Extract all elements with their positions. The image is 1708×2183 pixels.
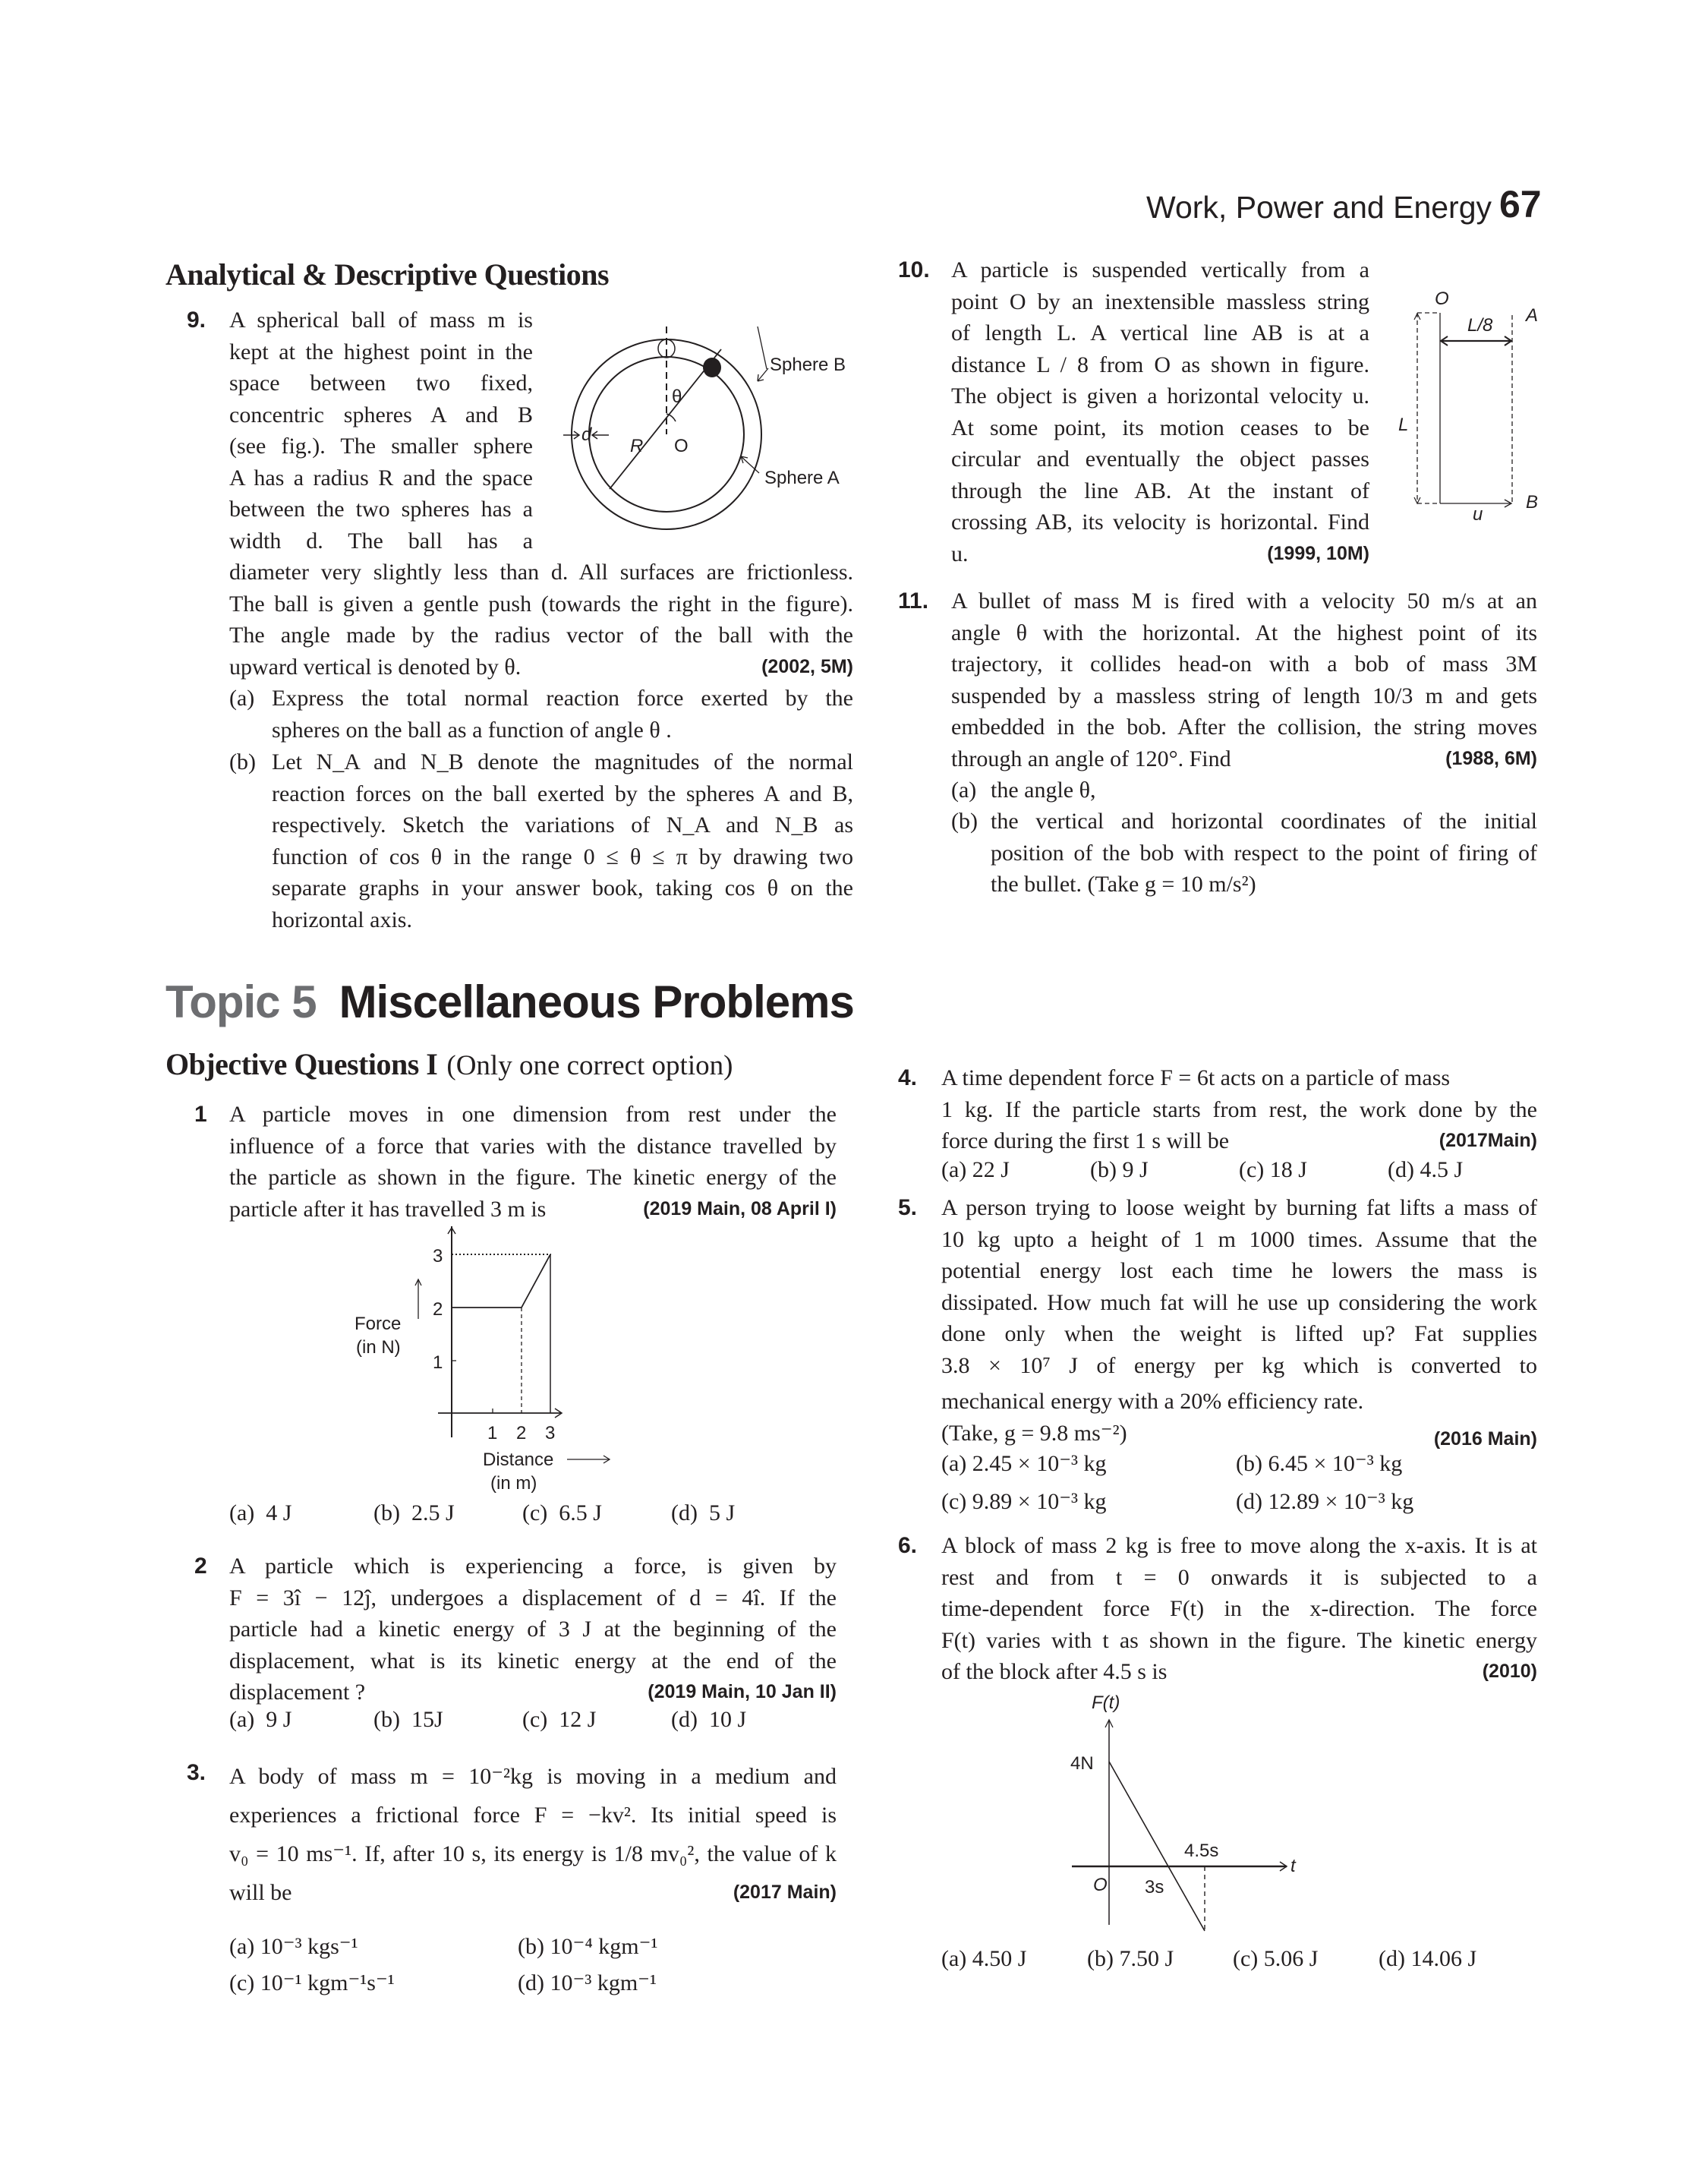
option-c[interactable]: (c) 12 J	[522, 1707, 597, 1732]
option-b[interactable]: (b) 2.5 J	[373, 1500, 455, 1525]
svg-text:O: O	[1435, 289, 1449, 309]
force-distance-graph	[349, 1226, 668, 1500]
question-part-b: (b) the vertical and horizontal coordinates of the initial position of the bob with respect to the point of firing of the bullet. (Take g = 10 m/s²)	[951, 809, 1537, 897]
svg-text:3s: 3s	[1145, 1877, 1164, 1898]
topic-title: Miscellaneous Problems	[339, 976, 854, 1027]
svg-text:1: 1	[433, 1352, 443, 1373]
option-a[interactable]: (a) 2.45 × 10⁻³ kg	[941, 1451, 1107, 1476]
question-reference: (2002, 5M)	[761, 655, 853, 677]
option-d[interactable]: (d) 10⁻³ kgm⁻¹	[518, 1970, 657, 1995]
question-number: 5.	[898, 1195, 918, 1220]
section-heading-objective: Objective Questions I (Only one correct option)	[165, 1047, 733, 1081]
svg-text:4N: 4N	[1070, 1753, 1094, 1774]
question-text: A bullet of mass M is fired with a velocity 50 m/s at an angle θ with the horizontal. At the highest point of its trajectory, it collides head-on with a bob of mass 3M suspended by a massless string of length 10/3 m and gets embedded in the bob. After the collision, the string moves through an angle of 120°. Find (1988, 6M)	[951, 585, 1537, 774]
svg-text:3: 3	[433, 1246, 443, 1267]
option-d[interactable]: (d) 10 J	[671, 1707, 747, 1732]
pendulum-line-figure	[1389, 285, 1556, 528]
options	[229, 1500, 735, 1526]
option-c[interactable]: (c) 10⁻¹ kgm⁻¹s⁻¹	[229, 1970, 395, 1995]
question-text: A time dependent force F = 6t acts on a particle of mass 1 kg. If the particle starts from rest, the work done by the force during the first 1 s will be (2017Main)	[941, 1062, 1537, 1157]
question-text: A particle which is experiencing a force, is given by F = 3î − 12ĵ, undergoes a displacement of d = 4î. If the particle had a kinetic energy of 3 J at the beginning of the displacement, what is its kinetic energy at the end of the displacement ? (2019 Main, 10 Jan II)	[229, 1550, 837, 1708]
question-number: 3.	[187, 1760, 206, 1785]
svg-text:u: u	[1473, 504, 1483, 525]
svg-text:B: B	[1526, 492, 1539, 513]
options	[941, 1946, 1476, 1972]
svg-text:2: 2	[516, 1423, 527, 1443]
svg-text:Sphere A: Sphere A	[764, 468, 840, 488]
option-b[interactable]: (b) 6.45 × 10⁻³ kg	[1236, 1451, 1403, 1476]
svg-text:Sphere B: Sphere B	[770, 355, 846, 375]
question-reference: (2010)	[1482, 1661, 1537, 1682]
question-part-b: (b) Let N_A and N_B denote the magnitudes of the normal reaction forces on the ball exerted by the spheres A and B, respectively. Sketch the variations of N_A and N_B as function of cos θ in the range 0 ≤ θ ≤ π by drawing two separate graphs in your answer book, taking cos θ on the horizontal axis.	[229, 749, 853, 932]
option-d[interactable]: (d) 14.06 J	[1379, 1946, 1477, 1971]
svg-text:(in m): (in m)	[490, 1473, 537, 1494]
question-text: A person trying to loose weight by burning fat lifts a mass of 10 kg upto a height of 1 m 1000 times. Assume that the potential energy lost each time he lowers the mass is dissipated. How much fat will he use up considering the work done only when the weight is lifted up? Fat supplies 3.8 × 10⁷ J of energy per kg which is converted to mechanical energy with a 20% efficiency rate. (Take, g = 9.8 ms⁻²) (2016 Main)	[941, 1192, 1537, 1455]
svg-text:θ: θ	[672, 386, 682, 407]
option-b[interactable]: (b) 15J	[373, 1707, 443, 1732]
svg-text:L: L	[1398, 415, 1409, 435]
svg-text:L/8: L/8	[1467, 315, 1493, 336]
svg-text:F(t): F(t)	[1092, 1692, 1120, 1713]
section-heading-analytical: Analytical & Descriptive Questions	[165, 257, 610, 292]
option-a[interactable]: (a) 22 J	[941, 1157, 1010, 1182]
running-head-title: Work, Power and Energy	[1146, 190, 1492, 225]
svg-text:1: 1	[487, 1423, 498, 1443]
svg-text:O: O	[1093, 1875, 1108, 1895]
svg-text:Force: Force	[355, 1314, 402, 1334]
svg-text:(in N): (in N)	[356, 1337, 401, 1358]
question-reference: (2016 Main)	[1433, 1427, 1537, 1450]
option-a[interactable]: (a) 9 J	[229, 1707, 292, 1732]
option-a[interactable]: (a) 4 J	[229, 1500, 292, 1525]
question-text: A body of mass m = 10⁻²kg is moving in a medium and experiences a frictional force F = −kv². Its initial speed is v₀ = 10 ms⁻¹. If, after 10 s, its energy is 1/8 mv₀², the value of k will be (2017 Main)	[229, 1757, 837, 1912]
options	[941, 1157, 1463, 1183]
concentric-spheres-figure	[547, 327, 865, 554]
question-number: 11.	[898, 588, 929, 614]
svg-text:Distance: Distance	[483, 1450, 554, 1470]
question-reference: (1999, 10M)	[1267, 542, 1369, 564]
question-text: A particle moves in one dimension from rest under the influence of a force that varies with the distance travelled by the particle as shown in the figure. The kinetic energy of the particle after it has travelled 3 m is (2019 Main, 08 April I)	[229, 1099, 837, 1225]
option-b[interactable]: (b) 9 J	[1090, 1157, 1149, 1182]
question-number: 9.	[187, 308, 206, 333]
question-text-continued: diameter very slightly less than d. All surfaces are frictionless. The ball is given a gentle push (towards the right in the figure). The angle made by the radius vector of the ball with the upward vertical is denoted by θ. (2002, 5M)	[229, 557, 853, 683]
question-text: A particle is suspended vertically from a point O by an inextensible massless string of length L. A vertical line AB is at a distance L / 8 from O as shown in figure. The object is given a horizontal velocity u. At some point, its motion ceases to be circular and eventually the object passes through the line AB. At the instant of crossing AB, its velocity is horizontal. Find u. (1999, 10M)	[951, 254, 1369, 569]
options	[229, 1707, 746, 1733]
question-reference: (2019 Main, 08 April I)	[643, 1197, 837, 1219]
option-a[interactable]: (a) 10⁻³ kgs⁻¹	[229, 1934, 358, 1959]
question-part-a: (a) the angle θ,	[951, 778, 1096, 803]
option-d[interactable]: (d) 12.89 × 10⁻³ kg	[1236, 1489, 1414, 1514]
option-a[interactable]: (a) 4.50 J	[941, 1946, 1027, 1971]
svg-text:2: 2	[433, 1299, 443, 1320]
options	[941, 1445, 1413, 1521]
question-text: A spherical ball of mass m is kept at the highest point in the space between two fixed, concentric spheres A and B (see fig.). The smaller sphere A has a radius R and the space between the two spheres has a width d. The ball has a	[229, 308, 533, 554]
svg-text:d: d	[581, 424, 592, 445]
svg-text:t: t	[1290, 1856, 1296, 1876]
topic-heading	[165, 976, 854, 1028]
option-c[interactable]: (c) 6.5 J	[522, 1500, 602, 1525]
question-text: A block of mass 2 kg is free to move along the x-axis. It is at rest and from t = 0 onwards it is subjected to a time-dependent force F(t) in the x-direction. The force F(t) varies with t as shown in the figure. The kinetic energy of the block after 4.5 s is (2010)	[941, 1530, 1537, 1688]
option-b[interactable]: (b) 7.50 J	[1087, 1946, 1174, 1971]
question-reference: (1988, 6M)	[1445, 747, 1537, 769]
force-time-graph	[979, 1689, 1374, 1932]
option-b[interactable]: (b) 10⁻⁴ kgm⁻¹	[518, 1934, 658, 1959]
question-number: 1	[194, 1102, 207, 1127]
option-d[interactable]: (d) 4.5 J	[1388, 1157, 1464, 1182]
question-reference: (2019 Main, 10 Jan II)	[648, 1681, 837, 1702]
svg-text:4.5s: 4.5s	[1184, 1841, 1219, 1861]
question-reference: (2017 Main)	[733, 1882, 837, 1903]
question-number: 2	[194, 1554, 207, 1579]
section-subtitle: (Only one correct option)	[446, 1050, 733, 1081]
svg-text:3: 3	[545, 1423, 556, 1443]
question-number: 10.	[898, 257, 930, 282]
page-number: 67	[1499, 183, 1542, 226]
topic-number: Topic 5	[165, 976, 317, 1027]
question-number: 6.	[898, 1533, 918, 1558]
option-c[interactable]: (c) 5.06 J	[1233, 1946, 1319, 1971]
option-c[interactable]: (c) 18 J	[1239, 1157, 1307, 1182]
question-part-a: (a) Express the total normal reaction force exerted by the spheres on the ball as a function of angle θ .	[229, 686, 853, 743]
svg-text:R: R	[630, 436, 644, 456]
question-reference: (2017Main)	[1439, 1130, 1537, 1151]
option-c[interactable]: (c) 9.89 × 10⁻³ kg	[941, 1489, 1107, 1514]
svg-text:A: A	[1526, 305, 1539, 326]
option-d[interactable]: (d) 5 J	[671, 1500, 736, 1525]
options	[229, 1929, 657, 2002]
svg-text:O: O	[674, 436, 689, 456]
question-number: 4.	[898, 1065, 918, 1090]
